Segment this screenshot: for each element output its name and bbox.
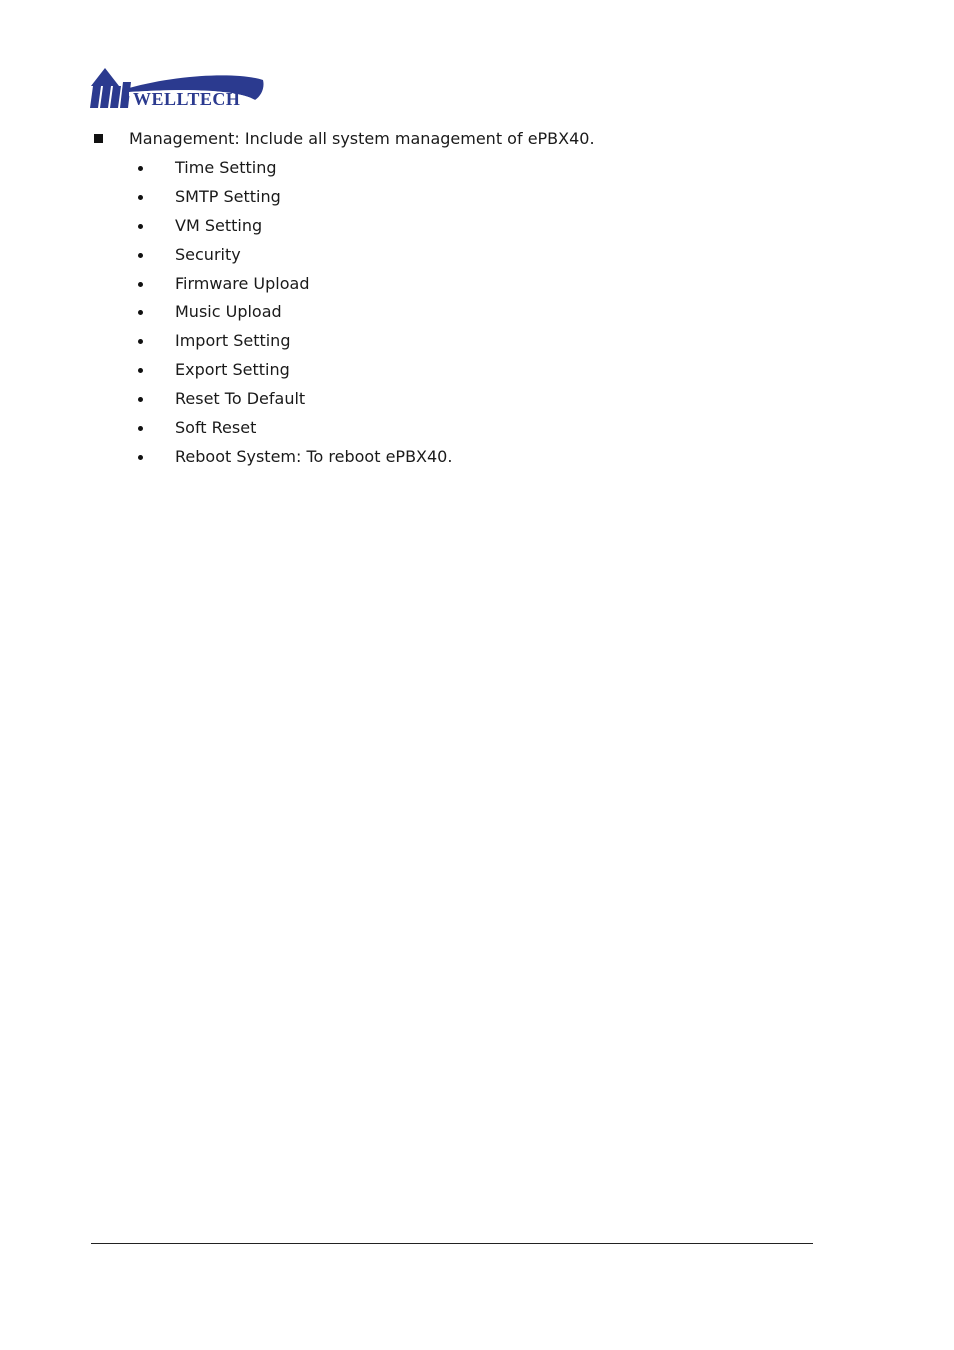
round-bullet-icon: [138, 339, 143, 344]
footer-divider: [91, 1243, 813, 1244]
round-bullet-icon: [138, 282, 143, 287]
list-item-text: Soft Reset: [175, 418, 257, 438]
list-item: [130, 215, 830, 244]
round-bullet-icon: [138, 253, 143, 258]
list-item-text: SMTP Setting: [175, 186, 281, 206]
round-bullet-icon: [138, 426, 143, 431]
square-bullet-icon: [94, 134, 103, 143]
list-item-text: Import Setting: [175, 331, 291, 351]
list-item-text: Export Setting: [175, 360, 290, 380]
list-item-text: Reboot System: To reboot ePBX40.: [175, 446, 453, 466]
logo-text: WELLTECH: [133, 89, 241, 109]
list-item: [130, 330, 830, 359]
welltech-logo: [89, 66, 267, 110]
list-item-text: Reset To Default: [175, 389, 306, 409]
round-bullet-icon: [138, 224, 143, 229]
list-item-text: Security: [175, 244, 241, 264]
list-item: [130, 417, 830, 446]
list-item: [130, 359, 830, 388]
list-item-text: VM Setting: [175, 215, 263, 235]
list-item: [130, 301, 830, 330]
list-item: [130, 446, 830, 475]
round-bullet-icon: [138, 397, 143, 402]
management-item: [92, 128, 852, 150]
round-bullet-icon: [138, 195, 143, 200]
list-item-text: Time Setting: [175, 158, 277, 177]
list-item: [130, 273, 830, 302]
list-item: [130, 186, 830, 215]
management-sub-list: [130, 157, 830, 475]
management-text: Management: Include all system management of ePBX40.: [129, 129, 595, 148]
list-item-text: Music Upload: [175, 302, 282, 322]
round-bullet-icon: [138, 455, 143, 460]
list-item-text: Firmware Upload: [175, 273, 310, 293]
round-bullet-icon: [138, 166, 143, 171]
welltech-arrow-logo-icon: [89, 66, 267, 110]
list-item: [130, 388, 830, 417]
round-bullet-icon: [138, 368, 143, 373]
round-bullet-icon: [138, 310, 143, 315]
list-item: [130, 244, 830, 273]
list-item: [130, 157, 830, 186]
